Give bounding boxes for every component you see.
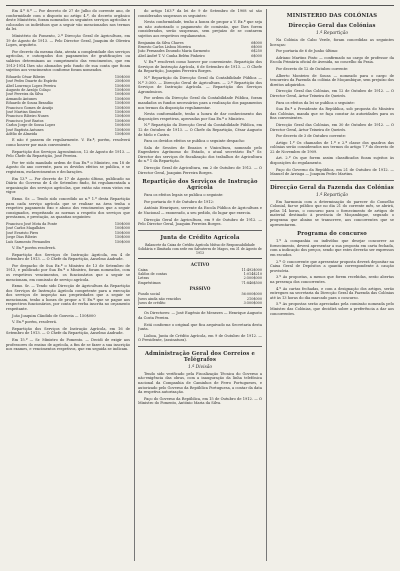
list-item: João Fernandes Dourado Maria Sarmento 6$250 bbox=[138, 49, 262, 54]
ledger-row: Caixa 11:492$000 bbox=[138, 267, 262, 272]
divider bbox=[138, 230, 262, 231]
divider bbox=[270, 180, 394, 181]
column-divider-2 bbox=[266, 9, 267, 561]
paragraph: N.º Repartição da Direcção Geral da Contabilidade Pública — N.º 3:300. — Direcção Geral de Agricultura. — 2.ª Repartição dos Serviços de Instrução Agrícola. — Repartição dos Serviços Agronómicos. bbox=[138, 75, 262, 94]
column-2 bbox=[138, 9, 262, 561]
list-item: José Ferreira da Silva 100$000 bbox=[6, 92, 130, 97]
paragraph: Por decreto de 12 de Outubro corrente: bbox=[276, 66, 349, 71]
paragraph: João Joaquim Cândido de Gouveia — 150$000 bbox=[12, 313, 96, 318]
section-heading: Direcção Geral da Fazenda das Colónias bbox=[270, 184, 394, 191]
paragraph: Sua Ex.ª o Presidente da República, sob proposta do Ministro das Colónias, manda que se faça constar às autoridades para os fins convenientes. bbox=[270, 107, 394, 121]
list-item: José Carlos Magalhães 100$000 bbox=[6, 226, 130, 231]
list-item: Jorge Dias Ribeiro 150$000 bbox=[6, 235, 130, 240]
list-item: Augusto de Araújo Colaço 150$000 bbox=[6, 87, 130, 92]
list-item: José Evaristo Pires 150$000 bbox=[6, 230, 130, 235]
list-item: Eduardo César Ribeiro 150$000 bbox=[6, 74, 130, 79]
list-item: Benjamim da Silva Chaves 6$000 bbox=[138, 40, 262, 45]
list-item: Francisco Ribeiro Nunes 150$000 bbox=[6, 114, 130, 119]
paragraph: Em 4.º 8.º — Por decreto de 27 de Julho do corrente ano, de conformidade com o disposto no artigo 4.º, do decreto orgânico deste Ministério, foram nomeados os seguintes serviços agrícolas e colocados os indivíduos que a seguir vão mencionados nos termos da lei. bbox=[6, 9, 130, 32]
column-3 bbox=[270, 9, 394, 561]
paragraph: 1.º A companhia ou indivíduo que desejar concorrer ao fornecimento, deverá apresentar a sua proposta em carta fechada, com a indicação dos preços, sendo que estes deverão ser expressos em escudos. bbox=[270, 239, 394, 257]
ledger-row: Juros ainda não vencidos 210$000 bbox=[138, 296, 262, 301]
paragraph: Artigo 1.º Os chamados de 1.ª e 2.ª classe dos quadros das colónias serão considerados nos termos do artigo 7.º do decreto de 22 de Novembro de 1909. bbox=[270, 140, 394, 154]
list-item: Francisco José Mota da Ponte 150$000 bbox=[6, 221, 130, 226]
paragraph: Direcção Geral de Agricultura, em 9 de Outubro de 1912. — Pelo Director Geral, Joaquim Ferreira Borges. bbox=[138, 217, 262, 227]
paragraph: Para os efeitos legais se publica o seguinte: bbox=[144, 193, 224, 198]
paragraph: Os Directores: — José Eugénio de Menezes — Henrique Augusto da Costa Pereira. bbox=[138, 311, 262, 321]
ledger-title: PASSIVO bbox=[189, 286, 211, 292]
paragraph: N.º Repartição da Direcção Geral da Contabilidade Pública, em 12 de Outubro de 1913. — O Chefe da Repartição, César Augusto de Melo e Castro. bbox=[138, 123, 262, 137]
list-item: José Martins Simões 150$000 bbox=[6, 109, 130, 114]
direction-heading: Direcção Geral das Colónias bbox=[288, 23, 376, 29]
section-subheading: 1.ª Divisão bbox=[188, 364, 212, 370]
paragraph: Paço do Governo da República, em 21 de Outubro de 1912. — Manuel de Arriaga — Joaquim Pedro Martins. bbox=[270, 167, 394, 177]
paragraph: Nesta conformidade, tenho a honra de propor a V. Ex.ª que seja ou não autorizado o pagamento de comissão, que lhes forem considerados, serão suspensas, sem prejuízo de se contarem sujeitos aos respetivos regulamentos. bbox=[138, 20, 262, 38]
paragraph: Repartição dos Serviços de Instrução Agrícola, em 16 de Setembro de 1913. — O Chefe da Repartição, Anselmo Andrade. bbox=[6, 326, 130, 336]
name-list-2 bbox=[6, 222, 130, 244]
list-item: Abel Lourenço Lopes Pereira 150$000 bbox=[6, 83, 130, 88]
name-list-1 bbox=[6, 75, 130, 137]
list-item: Adélio de Almeida 150$000 bbox=[6, 132, 130, 136]
paragraph: V. Ex.ª porém, resolverá. bbox=[12, 320, 58, 325]
paragraph: Por ter sido mandado ordem de Sua Ex.ª o Ministro, em 18 de Agosto do ano corrente, para os devidos efeitos se publica, e se registram, esclarecimentos e declarações. bbox=[6, 160, 130, 174]
section-heading: Junta de Crédito Agrícola bbox=[160, 234, 240, 241]
list-item: Francisco José Bastos 150$000 bbox=[6, 118, 130, 123]
paragraph: Nesta conformidade, tenho a honra de dar conhecimento das disposições respetivas, aprovadas por Sua Ex.ª o Ministro. bbox=[138, 112, 262, 121]
list-item: José Pedro Duarte do Espírito 250$000 bbox=[6, 79, 130, 84]
section-subheading: 1.ª Repartição bbox=[316, 192, 348, 198]
paragraph: Exmo. Sr. — Tendo sido concedido ao n.º 1.º desta Repartição para cada serviço agrícola que se realizar na área tenha o respetivo pagamento fixo e abono dos vencimentos que a seguir consignados, respeitando as normas a respeito dos serviços que prestaram, e prestação, as quantias seguintes: bbox=[6, 196, 130, 220]
paragraph: Por portaria de 6 de Junho último: bbox=[276, 49, 339, 54]
ledger-row: Juros de crédito 3:500$000 bbox=[138, 301, 262, 306]
paragraph: Tendo sido verificado pela Fiscalização Técnica do Governo a não-exigência das obras, com a inauguração da linha telefónica nacional da Companhia de Caminhos de Ferro Portugueses, e autorizado pelo Governo da República Portuguesa, a contar da data da respetiva autorização. bbox=[138, 371, 262, 395]
name-list-3 bbox=[138, 41, 262, 59]
paragraph: Sala de Sessões de Ensaios e Vinicultura, nomeado pelo Engenheiro Agrónomo do Estado, o atual secretário Ex.º Sr. Director dos serviços de fiscalização dos trabalhos de Agricultura do n.º 1 da Repartição. bbox=[138, 145, 262, 164]
column-1 bbox=[6, 9, 130, 561]
list-item: Armando Antunes 150$000 bbox=[6, 96, 130, 101]
paragraph: Direcção Geral das Colónias, em 12 de Outubro de 1912. — O Director Geral, Artur Teixeira de Queirós. bbox=[270, 89, 394, 98]
ledger-row: Empréstimos 71:846$500 bbox=[138, 280, 262, 285]
paragraph: Repartição dos Serviços de Instrução Agrícola, em 4 de Setembro de 1913. — O Chefe da Repartição, Anselmo Andrade. bbox=[6, 252, 130, 262]
paragraph: Adriano Martins Pinto — confirmado no cargo de professor da Escola Primária oficial de Avenida, no concelho da Praia. bbox=[270, 55, 394, 65]
paragraph: 5.º As propostas serão apreciadas pela comissão nomeada pelo Ministro das Colónias, que decidirá sobre a preferência a dar aos concorrentes. bbox=[270, 302, 394, 316]
paragraph: V. Ex.ª porém resolverá. bbox=[12, 245, 56, 250]
paragraph: 4.º As cartas fechadas, e com a designação dos artigos, serão entregues na secretaria da Direcção Geral da Fazenda das Colónias até às 13 horas do dia marcado para o concurso. bbox=[270, 286, 394, 300]
paragraph: Por decreto da mesma data, atenta a complexidade dos serviços agrícolas, e outorgados dos pagamentos de gratificações ou salários determinam ao cumprimento das vencimentos, que em 1913-1914 lhes são abonados pelo fundo de sua conta que ficam sujeitos aos vencimentos conforme foram nomeados. bbox=[6, 49, 130, 73]
paragraph: V. Ex.ª resolverá como houver por conveniente. Repartição dos Serviços de Instrução Agrícola, 6 de Setembro de 1913. — O Chefe da Repartição, Joaquim Ferreira Borges. bbox=[138, 60, 262, 74]
paragraph: António Henriques, servente da Escola Pública de Agricultura e de Nacional — exonerado, a seu pedido, do lugar que exercia. bbox=[138, 206, 262, 216]
paragraph: Por portaria de 9 de Outubro de 1912: bbox=[144, 199, 215, 204]
section-heading: Administração Geral dos Correios e Telégrafos bbox=[144, 350, 256, 363]
header-rule bbox=[6, 5, 394, 6]
paragraph: Para os devidos efeitos se publica o seguinte despacho: bbox=[144, 139, 246, 144]
section-heading: Repartição dos Serviços de Instrução Agrícola bbox=[142, 179, 258, 192]
list-item: Carlos Jorge de Sousa Lopes 100$000 bbox=[6, 123, 130, 128]
list-item: Eduardo de Sousa Brandão 150$000 bbox=[6, 101, 130, 106]
paragraph: Em 15.º — Sr. Ministro do Fomento. — Decidi de exigir aos professores do ensino de agrícola, a fim de se fazer a sua inscrição nos exames, e vencimentos respetivos, que em seguida se indicam. bbox=[6, 338, 130, 352]
column-divider-1 bbox=[134, 9, 135, 561]
paragraph: Exmo. Sr. — Tendo sido Direcção de Agricultura da Repartição dos Serviços de Instrução Agrícola competente para a execução dos serviços de inspeção nas propriedades que a seguir se mencionam, tenho a honra de propor a V. Ex.ª que se pague aos respectivos funcionários, por conta de verba inscrita no orçamento respeitante. bbox=[6, 284, 130, 312]
divider bbox=[138, 346, 262, 347]
list-item: Luís Sarmento Fernandes 150$000 bbox=[6, 239, 130, 244]
section-heading: Programa do concurso bbox=[297, 231, 367, 238]
paragraph: Para os efeitos da lei se publica o seguinte: bbox=[276, 100, 355, 105]
paragraph: Ministério do Fomento, 2.ª Direcção Geral de Agricultura, em 19 de Agosto de 1913. — Pelo Director Geral, Joaquim de Oliveira Lopes, arquiteto. bbox=[6, 33, 130, 48]
paragraph: Direcção Geral de Agricultura, em 2 de Outubro de 1912. — O Director Geral, Joaquim Ferreira Borges. bbox=[138, 166, 262, 175]
ledger-title: ACTIVO bbox=[190, 261, 210, 267]
list-item: Abel André T. V. Cunha Belém Pinheiro 6$000 bbox=[138, 53, 262, 58]
repartition-heading: 1.ª Repartição bbox=[316, 31, 348, 36]
paragraph: 2.º O concorrente que apresentar proposta deverá depositar na Caixa Geral de Depósitos a quantia correspondente à caução provisória. bbox=[270, 259, 394, 273]
paragraph: Art. 2.º Os que forem assim classificados ficam sujeitos às disposições do regulamento. bbox=[270, 156, 394, 166]
balance-sheet bbox=[138, 258, 262, 309]
list-item: José Baptista Antunes 150$000 bbox=[6, 127, 130, 132]
list-item: Ernesto Carlos Lisboa Moreira 6$000 bbox=[138, 44, 262, 49]
paragraph: Por ordem da Direcção Geral da Contabilidade Pública, foram mandados os fundos necessários para a realização dos pagamentos nos termos da disposição regulamentar. bbox=[138, 96, 262, 110]
ledger-row: Letras 2:500$000 bbox=[138, 276, 262, 281]
list-item: Francisco Gomes de Araújo 150$000 bbox=[6, 105, 130, 110]
paragraph: Paço do Governo da República, em 15 de Outubro de 1912. — O Ministro do Fomento, António Maria da Silva. bbox=[138, 396, 262, 406]
ministry-heading: MINISTERIO DAS COLÓNIAS bbox=[286, 13, 378, 19]
paragraph: Por despacho de Sua Ex.ª o Ministro de 13 de Setembro de 1913, e publicado por Sua Ex.ª o Ministro, foram nomeados, com os respetivos vencimentos, os funcionários que a seguir se mencionam, em comissão de serviço agrícola. bbox=[6, 263, 130, 282]
paragraph: Em 13.º — Por decreto de 17 de Agosto último, publicado no Diário do Governo de 4 de Setembro findo, foi regulamentada a organização dos serviços agrícolas, que então não eram vistos em vigor. bbox=[6, 176, 130, 195]
paragraph: Balancete da Caixa de Crédito Agrícola Mútuo de Responsabilidade Solidária e Ilimitada com sede em Salvaterra de Magos, em 31 de Agosto de 1913 bbox=[138, 242, 262, 255]
paragraph: Lisboa, Junta de Crédito Agrícola, em 9 de Outubro de 1912. — O Presidente, (assinatura). bbox=[138, 333, 262, 343]
newspaper-page bbox=[6, 5, 394, 561]
paragraph: Está conforme o original que fica arquivado na Secretaria desta Junta. bbox=[138, 322, 262, 332]
paragraph: Alberto Monteiro de Sousa — nomeado para o cargo de tesoureiro da Fazenda da colónia de Moçambique, sem prejuízo dos direitos adquiridos. bbox=[270, 73, 394, 87]
paragraph: Por decreto de 3 de Outubro corrente: bbox=[276, 134, 347, 139]
paragraph: Repartição dos Serviços Agronómicos, 12 de Agosto de 1913. — Pelo Chefe da Repartição, José Pereira. bbox=[6, 149, 130, 159]
paragraph: 3.º As propostas, a menos que forem recebidas, serão abertas na presença dos concorrentes. bbox=[270, 275, 394, 284]
paragraph: Em harmonia com a determinação do parecer do Conselho Colonial, faz-se público que no dia 21 do corrente mês, se abrirá, pelas 14 horas, o concurso para o fornecimento de artigos de material destinado à província de Moçambique, segundo o programa que abaixo se transcreve, aos concorrentes que se apresentarem. bbox=[270, 199, 394, 227]
paragraph: Na Colónia de Cabo Verde, foram concedidas as seguintes licenças: bbox=[270, 38, 394, 47]
ledger-row: Saldos de contas 1:014$210 bbox=[138, 272, 262, 277]
paragraph: Direcção Geral das Colónias, em 30 de Outubro de 1912. — O Director Geral, Artur Teixeira de Queirós. bbox=[270, 122, 394, 132]
paragraph: E não é passem de regularmente. V. Ex.ª, porém, resolverá como houver por mais conveniente. bbox=[6, 138, 130, 147]
ledger-row: Fundo social 56:000$000 bbox=[138, 292, 262, 297]
paragraph: do artigo 163.º da lei de 9 de Setembro de 1908 só são considerados suspensos os seguintes: bbox=[138, 9, 262, 18]
